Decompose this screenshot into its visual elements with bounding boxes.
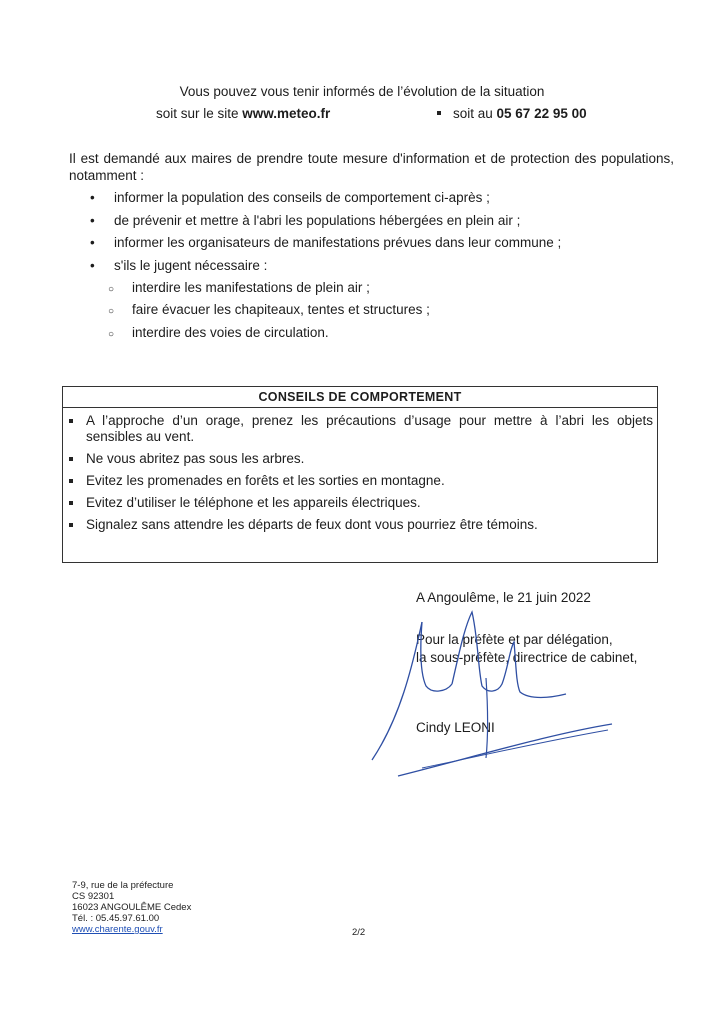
list-item [90, 234, 690, 257]
phone-prefix: soit au [453, 106, 497, 121]
advice-item [69, 413, 653, 445]
list-item [90, 257, 690, 347]
sub-list-item [108, 324, 690, 347]
signature-line2: la sous-préfète, directrice de cabinet, [416, 650, 638, 665]
advice-item [69, 517, 653, 533]
footer-address-line: 16023 ANGOULÊME Cedex [72, 902, 192, 913]
square-bullet-icon [69, 457, 73, 461]
info-site [156, 106, 330, 121]
square-bullet-icon [69, 523, 73, 527]
info-phone [437, 106, 587, 121]
info-line: Vous pouvez vous tenir informés de l’évolution de la situation [179, 84, 545, 99]
bullet-icon: • [90, 235, 95, 250]
meteo-phone-number: 05 67 22 95 00 [496, 106, 587, 121]
square-bullet-icon [69, 419, 73, 423]
advice-item [69, 495, 653, 511]
footer-website-link[interactable]: www.charente.gouv.fr [72, 924, 163, 935]
advice-title: CONSEILS DE COMPORTEMENT [63, 387, 657, 408]
footer-phone: Tél. : 05.45.97.61.00 [72, 913, 160, 924]
advice-text: Ne vous abritez pas sous les arbres. [86, 451, 305, 466]
site-prefix: soit sur le site [156, 106, 243, 121]
measure-text: de prévenir et mettre à l'abri les populations hébergées en plein air ; [114, 212, 521, 228]
sub-measure-text: interdire les manifestations de plein air ; [132, 279, 370, 295]
sub-list-item [108, 301, 690, 324]
bullet-icon: • [90, 190, 95, 205]
measure-text: informer la population des conseils de comportement ci-après ; [114, 190, 490, 205]
advice-item [69, 473, 653, 489]
signature-line1: Pour la préfète et par délégation, [416, 632, 613, 647]
advice-item [69, 451, 653, 467]
sub-list-item [108, 279, 690, 302]
footer-address-line: CS 92301 [72, 891, 115, 902]
advice-text: Evitez les promenades en forêts et les sorties en montagne. [86, 473, 445, 488]
advice-list [63, 413, 657, 533]
advice-box [62, 386, 658, 563]
sub-measure-text: faire évacuer les chapiteaux, tentes et structures ; [132, 302, 430, 317]
square-bullet-icon [69, 479, 73, 483]
bullet-icon: • [90, 257, 95, 273]
circle-bullet-icon: ○ [108, 306, 115, 317]
signature-date: A Angoulême, le 21 juin 2022 [416, 590, 591, 605]
square-bullet-icon [69, 501, 73, 505]
circle-bullet-icon: ○ [108, 283, 115, 295]
footer-address-line: 7-9, rue de la préfecture [72, 880, 174, 891]
advice-text: Evitez d’utiliser le téléphone et les appareils électriques. [86, 495, 421, 510]
measures-list [90, 189, 690, 346]
intro-paragraph: Il est demandé aux maires de prendre toute mesure d'information et de protection des populations, notamment : [69, 151, 674, 183]
info-contacts [0, 106, 724, 124]
footer-address [72, 880, 191, 935]
measure-text: s'ils le jugent nécessaire : [114, 257, 268, 273]
square-bullet-icon [437, 111, 441, 115]
list-item [90, 212, 690, 235]
sub-measure-text: interdire des voies de circulation. [132, 324, 329, 340]
measure-text: informer les organisateurs de manifestations prévues dans leur commune ; [114, 235, 562, 250]
list-item [90, 189, 690, 212]
advice-text: Signalez sans attendre les départs de feux dont vous pourriez être témoins. [86, 517, 538, 532]
bullet-icon: • [90, 212, 95, 228]
page-number: 2/2 [352, 927, 366, 938]
advice-text: A l’approche d’un orage, prenez les précautions d’usage pour mettre à l’abri les objets sensibles au vent. [86, 413, 653, 444]
sub-measures-list [108, 279, 690, 347]
meteo-site-link[interactable]: www.meteo.fr [242, 106, 331, 121]
circle-bullet-icon: ○ [108, 328, 115, 340]
signatory-name: Cindy LEONI [416, 720, 495, 735]
